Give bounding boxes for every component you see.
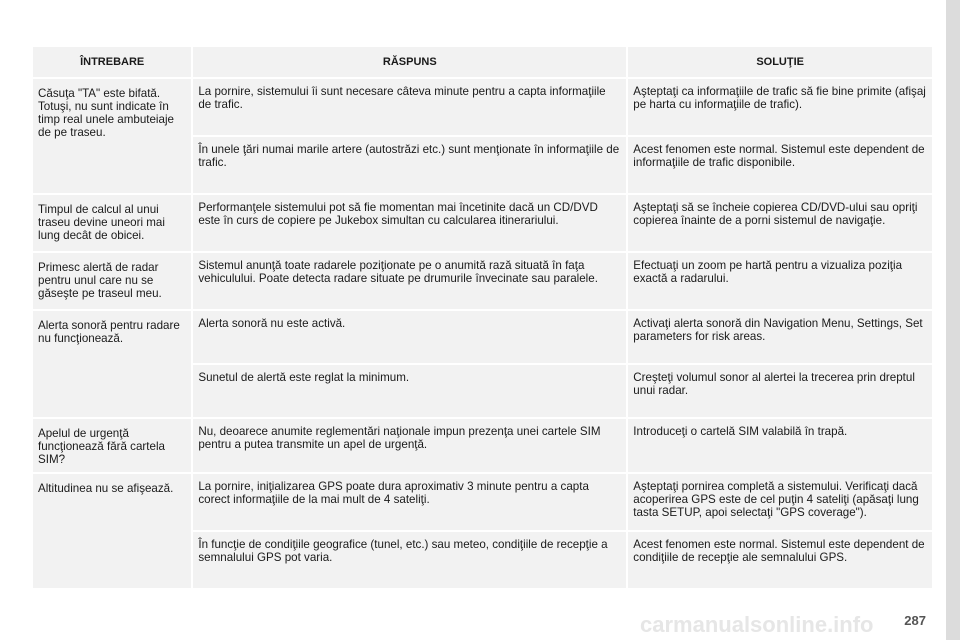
watermark: carmanualsonline.info [640, 612, 874, 637]
answer-cell: Sistemul anunţă toate radarele poziţionate pe o anumită rază situată în faţa vehiculului. Poate detecta radare situate pe drumurile învecinate sau paralele. [193, 253, 626, 309]
answer-cell: În funcţie de condiţiile geografice (tunel, etc.) sau meteo, condiţiile de recepţie a semnalului GPS pot varia. [193, 532, 626, 588]
table-header-row [33, 47, 932, 77]
question-cell: Alerta sonoră pentru radare nu funcţionează. [33, 311, 191, 417]
page-side-bar [946, 0, 960, 640]
solution-cell: Aşteptaţi pornirea completă a sistemului. Verificaţi dacă acoperirea GPS este de cel puţin 4 sateliţi (apăsaţi lung tasta SETUP, apoi selectaţi "GPS coverage"). [628, 474, 932, 530]
table-row [33, 311, 932, 363]
solution-cell: Introduceţi o cartelă SIM valabilă în trapă. [628, 419, 932, 472]
question-cell: Altitudinea nu se afişează. [33, 474, 191, 588]
question-cell: Primesc alertă de radar pentru unul care nu se găseşte pe traseul meu. [33, 253, 191, 309]
table-row [33, 79, 932, 135]
solution-cell: Creşteţi volumul sonor al alertei la trecerea prin dreptul unui radar. [628, 365, 932, 417]
answer-cell: La pornire, sistemului îi sunt necesare câteva minute pentru a capta informaţiile de trafic. [193, 79, 626, 135]
question-cell: Timpul de calcul al unui traseu devine uneori mai lung decât de obicei. [33, 195, 191, 251]
header-question: ÎNTREBARE [33, 47, 191, 77]
answer-cell: În unele ţări numai marile artere (autostrăzi etc.) sunt menţionate în informaţiile de trafic. [193, 137, 626, 193]
solution-cell: Aşteptaţi să se încheie copierea CD/DVD-ului sau opriţi copierea înainte de a porni sistemul de navigaţie. [628, 195, 932, 251]
answer-cell: Alerta sonoră nu este activă. [193, 311, 626, 363]
question-cell: Căsuţa "TA" este bifată. Totuşi, nu sunt indicate în timp real unele ambuteiaje de pe traseu. [33, 79, 191, 193]
solution-cell: Acest fenomen este normal. Sistemul este dependent de informaţiile de trafic disponibile. [628, 137, 932, 193]
answer-cell: Sunetul de alertă este reglat la minimum. [193, 365, 626, 417]
answer-cell: La pornire, iniţializarea GPS poate dura aproximativ 3 minute pentru a capta corect informaţiile de la mai mult de 4 sateliţi. [193, 474, 626, 530]
solution-cell: Activaţi alerta sonoră din Navigation Menu, Settings, Set parameters for risk areas. [628, 311, 932, 363]
page-number: 287 [904, 613, 926, 628]
solution-cell: Aşteptaţi ca informaţiile de trafic să fie bine primite (afişaj pe harta cu informaţiile de trafic). [628, 79, 932, 135]
table-row [33, 253, 932, 309]
solution-cell: Efectuaţi un zoom pe hartă pentru a vizualiza poziţia exactă a radarului. [628, 253, 932, 309]
question-cell: Apelul de urgenţă funcţionează fără cartela SIM? [33, 419, 191, 472]
header-answer: RĂSPUNS [193, 47, 626, 77]
solution-cell: Acest fenomen este normal. Sistemul este dependent de condiţiile de recepţie ale semnalului GPS. [628, 532, 932, 588]
answer-cell: Performanţele sistemului pot să fie momentan mai încetinite dacă un CD/DVD este în curs de copiere pe Jukebox simultan cu calcularea itinerariului. [193, 195, 626, 251]
header-solution: SOLUŢIE [628, 47, 932, 77]
faq-table [31, 45, 934, 590]
table-row [33, 474, 932, 530]
table-row [33, 419, 932, 472]
answer-cell: Nu, deoarece anumite reglementări naţionale impun prezenţa unei cartele SIM pentru a putea transmite un apel de urgenţă. [193, 419, 626, 472]
table-row [33, 195, 932, 251]
